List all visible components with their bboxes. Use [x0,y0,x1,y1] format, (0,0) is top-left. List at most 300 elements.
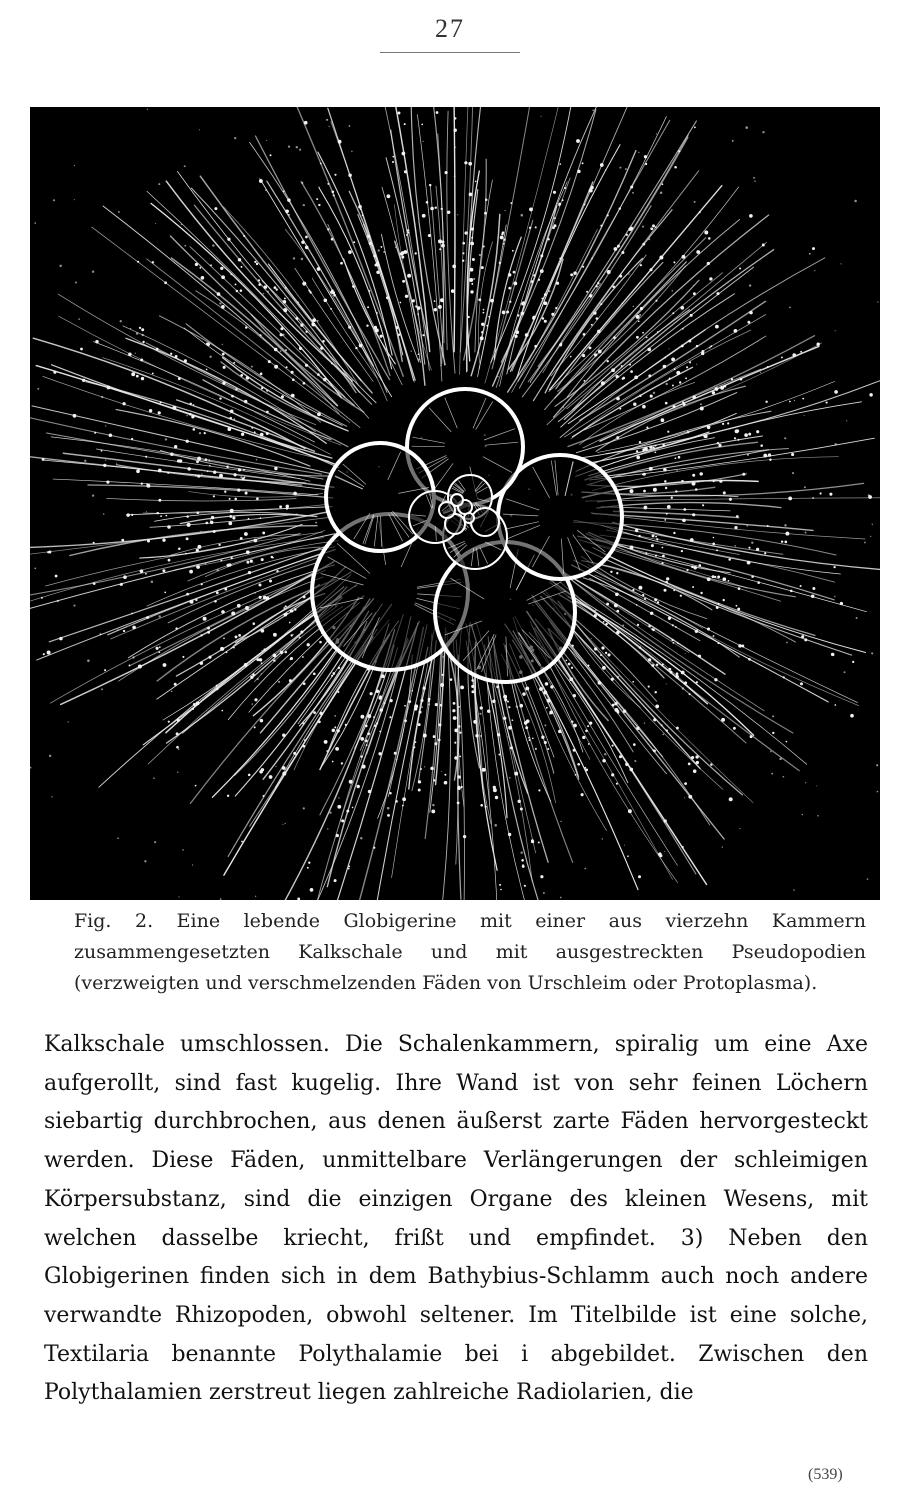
protoplasm-granule [715,325,719,329]
protoplasm-granule [285,209,289,213]
protoplasm-granule [707,627,710,630]
protoplasm-granule [129,665,131,667]
protoplasm-granule [367,714,371,718]
protoplasm-granule [768,453,771,456]
protoplasm-granule [499,262,501,264]
protoplasm-granule [205,458,208,461]
protoplasm-granule [672,385,674,387]
protoplasm-granule [197,457,201,461]
background-speck [101,688,103,690]
protoplasm-granule [398,112,401,115]
protoplasm-granule [542,317,544,319]
protoplasm-granule [650,227,653,230]
background-speck [442,656,444,658]
protoplasm-granule [280,651,283,654]
protoplasm-granule [668,668,671,671]
background-speck [504,210,505,211]
protoplasm-granule [586,291,588,293]
background-speck [676,470,677,471]
protoplasm-granule [684,782,687,785]
protoplasm-granule [501,233,503,235]
background-speck [146,511,147,512]
protoplasm-granule [227,238,230,241]
protoplasm-granule [156,512,158,514]
protoplasm-granule [311,322,315,326]
protoplasm-granule [348,174,352,178]
protoplasm-granule [682,401,684,403]
protoplasm-granule [734,437,736,439]
background-speck [34,222,36,224]
protoplasm-granule [245,326,247,328]
protoplasm-granule [659,256,663,260]
protoplasm-granule [201,583,203,585]
protoplasm-granule [767,525,769,527]
background-speck [696,364,697,365]
protoplasm-granule [675,626,677,628]
protoplasm-granule [696,345,698,347]
protoplasm-granule [175,355,178,358]
protoplasm-granule [538,842,540,844]
protoplasm-granule [642,243,645,246]
protoplasm-granule [704,231,708,235]
protoplasm-granule [513,281,517,285]
protoplasm-granule [653,718,656,721]
protoplasm-granule [642,594,644,596]
protoplasm-granule [220,560,222,562]
protoplasm-granule [672,642,674,644]
protoplasm-granule [331,289,334,292]
protoplasm-granule [229,515,232,518]
protoplasm-granule [434,300,436,302]
protoplasm-granule [689,361,691,363]
protoplasm-granule [640,264,642,266]
protoplasm-granule [630,370,633,373]
protoplasm-granule [691,756,693,758]
protoplasm-granule [423,687,426,690]
background-speck [165,438,167,440]
protoplasm-granule [320,347,323,350]
protoplasm-granule [126,513,129,516]
protoplasm-granule [389,699,392,702]
background-speck [395,247,396,248]
protoplasm-granule [558,730,562,734]
background-speck [816,785,817,786]
protoplasm-granule [236,290,238,292]
protoplasm-granule [544,293,547,296]
protoplasm-granule [802,398,804,400]
protoplasm-granule [636,450,638,452]
protoplasm-granule [196,511,199,514]
background-speck [751,541,753,543]
protoplasm-granule [507,701,509,703]
protoplasm-granule [415,252,417,254]
protoplasm-granule [504,698,507,701]
protoplasm-granule [235,283,237,285]
protoplasm-granule [288,214,290,216]
background-speck [101,396,103,398]
protoplasm-granule [338,140,342,144]
protoplasm-granule [520,808,523,811]
protoplasm-granule [688,795,692,799]
protoplasm-granule [428,234,431,237]
protoplasm-granule [666,577,669,580]
protoplasm-granule [334,726,336,728]
protoplasm-granule [655,536,657,538]
protoplasm-granule [500,889,502,891]
background-speck [846,420,847,421]
protoplasm-granule [514,772,518,776]
protoplasm-granule [577,763,580,766]
protoplasm-granule [258,583,261,586]
protoplasm-granule [672,624,674,626]
protoplasm-granule [683,508,686,511]
protoplasm-granule [747,561,751,565]
protoplasm-granule [506,310,509,313]
protoplasm-granule [337,805,341,809]
background-speck [105,425,106,426]
background-speck [266,140,267,141]
background-speck [560,897,562,899]
protoplasm-granule [318,721,321,724]
protoplasm-granule [290,659,292,661]
background-speck [665,383,667,385]
protoplasm-granule [716,606,719,609]
protoplasm-granule [591,258,593,260]
protoplasm-granule [682,519,685,522]
protoplasm-granule [172,406,176,410]
protoplasm-granule [656,664,658,666]
protoplasm-granule [256,497,259,500]
protoplasm-granule [367,732,370,735]
protoplasm-granule [665,487,667,489]
protoplasm-granule [673,589,675,591]
protoplasm-granule [193,703,196,706]
protoplasm-granule [712,391,715,394]
protoplasm-granule [703,435,707,439]
protoplasm-granule [435,703,438,706]
background-speck [876,764,878,766]
protoplasm-granule [418,723,421,726]
background-speck [455,147,456,148]
background-speck [158,615,160,617]
protoplasm-granule [310,291,312,293]
background-speck [591,638,592,639]
protoplasm-granule [674,368,676,370]
protoplasm-granule [540,269,544,273]
protoplasm-granule [640,307,643,310]
protoplasm-granule [326,750,328,752]
protoplasm-granule [728,580,730,582]
protoplasm-granule [269,154,271,156]
background-speck [680,404,681,405]
protoplasm-granule [341,762,343,764]
protoplasm-granule [214,207,217,210]
background-speck [57,600,59,602]
protoplasm-granule [407,232,409,234]
protoplasm-granule [227,427,231,431]
protoplasm-granule [333,294,336,297]
protoplasm-granule [656,538,658,540]
protoplasm-granule [629,768,633,772]
figure-illustration [30,107,880,900]
protoplasm-granule [149,409,152,412]
protoplasm-granule [433,779,435,781]
protoplasm-granule [713,537,715,539]
protoplasm-granule [220,647,224,651]
protoplasm-granule [462,242,465,245]
protoplasm-granule [360,715,364,719]
background-speck [118,211,120,213]
protoplasm-granule [138,665,142,669]
background-speck [396,758,398,760]
protoplasm-granule [804,638,807,641]
protoplasm-granule [619,207,621,209]
protoplasm-granule [286,507,288,509]
protoplasm-granule [712,543,715,546]
protoplasm-granule [441,208,443,210]
protoplasm-granule [627,855,629,857]
background-speck [786,642,788,644]
protoplasm-granule [193,428,196,431]
protoplasm-granule [756,430,759,433]
protoplasm-granule [229,417,232,420]
protoplasm-granule [654,451,656,453]
protoplasm-granule [727,422,729,424]
protoplasm-granule [650,268,653,271]
background-speck [299,149,301,151]
protoplasm-granule [716,549,718,551]
protoplasm-granule [273,659,275,661]
protoplasm-granule [535,748,537,750]
protoplasm-granule [324,740,328,744]
protoplasm-granule [509,301,511,303]
protoplasm-granule [646,427,648,429]
protoplasm-granule [570,273,573,276]
background-speck [87,659,90,662]
protoplasm-granule [638,875,641,878]
protoplasm-granule [386,194,390,198]
protoplasm-granule [378,752,381,755]
protoplasm-granule [632,589,634,591]
background-speck [622,624,624,626]
background-speck [178,896,179,897]
protoplasm-granule [300,630,303,633]
protoplasm-granule [642,332,644,334]
protoplasm-granule [612,774,614,776]
protoplasm-granule [535,226,537,228]
protoplasm-granule [589,294,592,297]
protoplasm-granule [584,767,586,769]
protoplasm-granule [618,710,620,712]
background-speck [521,214,524,217]
protoplasm-granule [820,492,822,494]
protoplasm-granule [594,614,597,617]
protoplasm-granule [335,747,339,751]
protoplasm-granule [103,464,106,467]
protoplasm-granule [623,710,626,713]
protoplasm-granule [260,372,263,375]
protoplasm-granule [516,330,520,334]
protoplasm-granule [681,671,685,675]
background-speck [684,797,685,798]
protoplasm-granule [783,676,785,678]
protoplasm-granule [146,616,149,619]
protoplasm-granule [359,344,363,348]
protoplasm-granule [139,327,141,329]
protoplasm-granule [653,446,655,448]
protoplasm-granule [482,768,486,772]
protoplasm-granule [655,554,657,556]
protoplasm-granule [430,207,434,211]
protoplasm-granule [685,377,687,379]
background-speck [870,536,871,537]
background-speck [155,223,156,224]
protoplasm-granule [495,796,498,799]
protoplasm-granule [540,875,543,878]
protoplasm-granule [473,278,475,280]
protoplasm-granule [615,593,618,596]
background-speck [383,251,385,253]
protoplasm-granule [485,198,488,201]
protoplasm-granule [736,605,738,607]
protoplasm-granule [175,627,177,629]
protoplasm-granule [218,544,220,546]
background-speck [292,634,293,635]
protoplasm-granule [177,459,180,462]
background-speck [871,652,873,654]
background-speck [251,703,253,705]
protoplasm-granule [256,658,259,661]
background-speck [662,734,664,736]
protoplasm-granule [470,290,473,293]
protoplasm-granule [680,306,684,310]
protoplasm-granule [254,539,258,543]
protoplasm-granule [607,214,609,216]
background-speck [854,200,857,203]
protoplasm-granule [555,307,557,309]
protoplasm-granule [368,790,372,794]
protoplasm-granule [636,727,639,730]
protoplasm-granule [334,174,336,176]
protoplasm-granule [337,691,339,693]
protoplasm-granule [639,441,641,443]
protoplasm-granule [261,768,264,771]
protoplasm-granule [152,261,154,263]
protoplasm-granule [291,394,295,398]
protoplasm-granule [708,237,711,240]
protoplasm-granule [613,336,616,339]
protoplasm-granule [638,586,642,590]
protoplasm-granule [362,215,364,217]
protoplasm-granule [168,559,171,562]
background-speck [220,898,222,900]
background-speck [592,110,594,112]
protoplasm-granule [584,204,586,206]
protoplasm-granule [213,495,215,497]
protoplasm-granule [671,497,673,499]
background-speck [792,472,794,474]
protoplasm-granule [642,448,645,451]
protoplasm-granule [207,631,210,634]
background-speck [177,772,178,773]
protoplasm-granule [639,314,641,316]
background-speck [117,629,118,630]
protoplasm-granule [369,242,372,245]
protoplasm-granule [418,353,420,355]
protoplasm-granule [401,256,404,259]
protoplasm-granule [226,466,229,469]
protoplasm-granule [667,431,669,433]
background-speck [229,413,230,414]
protoplasm-granule [676,672,679,675]
protoplasm-granule [260,719,264,723]
protoplasm-granule [461,786,463,788]
protoplasm-granule [396,327,399,330]
protoplasm-granule [246,561,249,564]
protoplasm-granule [402,152,406,156]
protoplasm-granule [240,374,243,377]
protoplasm-granule [290,610,293,613]
background-speck [479,254,481,256]
protoplasm-granule [510,202,512,204]
protoplasm-granule [266,411,269,414]
protoplasm-granule [47,551,49,553]
protoplasm-granule [664,519,666,521]
protoplasm-granule [262,795,264,797]
protoplasm-granule [383,702,385,704]
protoplasm-granule [869,393,872,396]
protoplasm-granule [269,580,272,583]
protoplasm-granule [636,336,639,339]
background-speck [628,273,629,274]
background-speck [660,191,663,194]
background-speck [417,313,419,315]
background-speck [625,168,627,170]
background-speck [285,823,286,824]
background-speck [256,459,258,461]
protoplasm-granule [744,433,748,437]
protoplasm-granule [543,301,547,305]
protoplasm-granule [695,755,698,758]
background-speck [251,366,253,368]
protoplasm-granule [686,569,688,571]
protoplasm-granule [636,315,640,319]
protoplasm-granule [675,490,677,492]
protoplasm-granule [381,674,385,678]
protoplasm-granule [284,297,286,299]
protoplasm-granule [231,395,234,398]
protoplasm-granule [375,328,379,332]
protoplasm-granule [532,317,535,320]
protoplasm-granule [440,683,444,687]
protoplasm-granule [616,375,619,378]
protoplasm-granule [438,739,441,742]
protoplasm-granule [174,683,177,686]
protoplasm-granule [496,686,499,689]
protoplasm-granule [276,288,278,290]
protoplasm-granule [791,453,794,456]
protoplasm-granule [165,515,167,517]
background-speck [200,531,201,532]
protoplasm-granule [653,488,657,492]
protoplasm-granule [370,692,373,695]
background-speck [618,453,619,454]
protoplasm-granule [274,348,278,352]
protoplasm-granule [834,704,836,706]
protoplasm-granule [473,720,477,724]
protoplasm-granule [319,641,322,644]
protoplasm-granule [664,589,667,592]
